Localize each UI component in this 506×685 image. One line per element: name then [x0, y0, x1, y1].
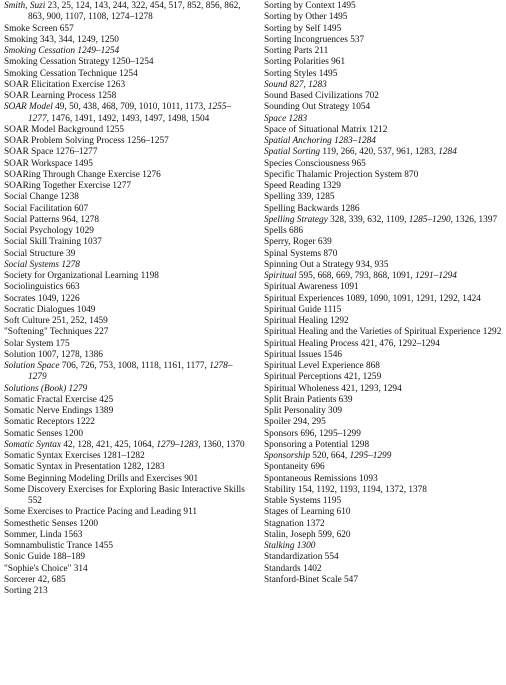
index-entry — [264, 552, 504, 563]
index-entry — [4, 305, 248, 316]
index-entry-text: Social Psychology 1029 — [4, 226, 94, 236]
index-entry-text: 49, 50, 438, 468, 709, 1010, 1011, 1173, — [52, 102, 208, 113]
index-entry — [264, 395, 504, 406]
index-entry-text: Space 1283 — [264, 113, 308, 124]
index-entry — [264, 170, 504, 181]
index-entry-text: Standards 1402 — [264, 563, 322, 574]
index-entry-text: Spatial Sorting — [264, 147, 321, 158]
index-entry — [264, 474, 504, 485]
index-entry — [264, 114, 504, 125]
index-entry — [264, 147, 504, 158]
index-entry-text: SOARing Through Change Exercise 1276 — [4, 169, 161, 180]
index-entry-text: Solution Space — [4, 361, 60, 371]
index-entry-text: SOAR Model — [4, 102, 53, 113]
index-entry-text: Soft Culture 251, 252, 1459 — [4, 316, 108, 326]
index-entry-text: Some Exercises to Practice Pacing and Leading 911 — [4, 507, 198, 518]
index-entry-text: Society for Organizational Learning 1198 — [4, 271, 159, 281]
index-entry-text: 520, 664, — [309, 451, 350, 461]
index-entry — [264, 80, 504, 91]
index-entry — [4, 226, 248, 237]
index-entry — [4, 69, 248, 80]
index-entry-text: Spiritual Level Experience 868 — [264, 361, 380, 371]
index-entry — [264, 507, 504, 518]
index-entry-text: Smoking Cessation 1249–1254 — [4, 46, 120, 56]
index-entry-text: Smoking Cessation Technique 1254 — [4, 68, 138, 79]
index-entry-text: Somatic Receptors 1222 — [4, 417, 95, 428]
index-entry-text: , 1360, 1370 — [198, 439, 245, 450]
index-entry — [4, 451, 248, 462]
index-entry-text: Social Skill Training 1037 — [4, 237, 102, 248]
index-entry-text: Sponsors 696, 1295–1299 — [264, 428, 361, 439]
index-entry-text: Somatic Nerve Endings 1389 — [4, 406, 114, 416]
index-entry-text: Spiritual Awareness 1091 — [264, 282, 359, 293]
index-entry-text: Sperry, Roger 639 — [264, 237, 332, 248]
index-entry-text: Sorting by Self 1495 — [264, 23, 342, 34]
index-entry-text: 706, 726, 753, 1008, 1118, 1161, 1177, — [59, 361, 210, 371]
index-entry-text: Stagnation 1372 — [264, 518, 325, 529]
index-entry-text: SOAR Workspace 1495 — [4, 158, 93, 169]
index-entry — [264, 237, 504, 248]
index-entry — [4, 586, 248, 597]
index-entry-text: Spells 686 — [264, 226, 303, 236]
index-entry — [264, 271, 504, 282]
index-entry-text: Sorting Polarities 961 — [264, 57, 346, 68]
index-entry-text: Sound Based Civilizations 702 — [264, 91, 379, 101]
index-entry-text: Spatial Anchoring 1283–1284 — [264, 136, 376, 146]
index-entry — [4, 35, 248, 46]
index-entry-text: Spiritual Experiences 1089, 1090, 1091, 1291, 1292, 1424 — [264, 293, 481, 304]
index-entry — [264, 440, 504, 451]
index-entry-text: Somatic Syntax — [4, 439, 62, 450]
index-entry — [4, 249, 248, 260]
index-entry — [264, 327, 504, 338]
index-entry-text: SOARing Together Exercise 1277 — [4, 181, 131, 191]
index-entry-text: Space of Situational Matrix 1212 — [264, 124, 388, 135]
index-entry — [264, 294, 504, 305]
index-entry — [4, 181, 248, 192]
index-entry — [4, 294, 248, 305]
index-entry — [264, 24, 504, 35]
index-entry — [264, 451, 504, 462]
index-entry — [264, 519, 504, 530]
index-entry-text: Sorting Styles 1495 — [264, 68, 338, 79]
index-entry — [264, 136, 504, 147]
index-entry — [4, 474, 248, 485]
index-entry-text: 1291–1294 — [415, 271, 457, 281]
index-entry — [264, 260, 504, 271]
index-entry-text: 42, 128, 421, 425, 1064, — [61, 439, 157, 450]
index-entry-text: Spiritual Healing Process 421, 476, 1292–1294 — [264, 338, 440, 349]
index-entry — [4, 24, 248, 35]
index-entry-text: Speed Reading 1329 — [264, 181, 341, 191]
index-entry-text: Some Beginning Modeling Drills and Exercises 901 — [4, 473, 199, 484]
index-entry-text: Sorting by Other 1495 — [264, 12, 348, 23]
index-entry-text: Spiritual Healing 1292 — [264, 316, 349, 326]
index-entry-text: Stalin, Joseph 599, 620 — [264, 529, 351, 540]
index-entry — [264, 125, 504, 136]
index-entry — [4, 406, 248, 417]
index-entry — [264, 46, 504, 57]
index-entry-text: SOAR Space 1276–1277 — [4, 147, 98, 158]
index-entry-text: 1279–1283 — [156, 439, 199, 450]
index-entry-text: Split Brain Patients 639 — [264, 394, 353, 405]
index-entry-text: "Softening" Techniques 227 — [4, 327, 109, 338]
index-entry-text: Smoke Screen 657 — [4, 23, 74, 34]
index-entry-text: Socrates 1049, 1226 — [4, 293, 80, 304]
index-entry — [4, 575, 248, 586]
index-entry-text: Spiritual — [264, 271, 297, 281]
index-entry-text: "Sophie's Choice" 314 — [4, 563, 88, 574]
index-entry — [264, 12, 504, 23]
index-entry — [4, 350, 248, 361]
index-entry — [4, 339, 248, 350]
index-entry — [4, 80, 248, 91]
index-entry-text: Sommer, Linda 1563 — [4, 529, 83, 540]
index-entry-text: Spiritual Healing and the Varieties of Spiritual Experience 1292 — [264, 327, 502, 338]
index-entry — [4, 271, 248, 282]
index-entry-text: SOAR Learning Process 1258 — [4, 91, 117, 101]
index-entry-text: Sorting Incongruences 537 — [264, 34, 365, 45]
index-entry — [4, 519, 248, 530]
index-entry-text: Species Consciousness 965 — [264, 158, 366, 169]
index-entry — [264, 1, 504, 12]
index-entry-text: Solar System 175 — [4, 338, 70, 349]
index-entry — [264, 282, 504, 293]
index-entry-text: Sponsorship — [264, 451, 310, 461]
index-entry — [4, 147, 248, 158]
index-entry — [264, 69, 504, 80]
index-entry — [4, 440, 248, 451]
index-entry — [4, 282, 248, 293]
index-entry-text: Sorting by Context 1495 — [264, 1, 356, 11]
index-entry-text: 119, 266, 420, 537, 961, 1283, — [320, 147, 439, 158]
index-entry-text: Spinning Out a Strategy 934, 935 — [264, 259, 389, 270]
index-entry — [4, 417, 248, 428]
index-entry — [4, 316, 248, 327]
index-entry — [4, 237, 248, 248]
index-column-left — [4, 1, 248, 597]
index-entry — [4, 429, 248, 440]
index-entry — [4, 91, 248, 102]
index-entry — [264, 417, 504, 428]
index-entry-text: , 1476, 1491, 1492, 1493, 1497, 1498, 1504 — [46, 113, 210, 124]
index-entry — [264, 339, 504, 350]
index-entry — [4, 159, 248, 170]
index-entry-text: Somatic Senses 1200 — [4, 428, 84, 439]
index-entry — [264, 159, 504, 170]
index-entry-text: Spelling Backwards 1286 — [264, 203, 360, 214]
index-entry-text: Spiritual Perceptions 421, 1259 — [264, 372, 382, 383]
index-entry-text: Social Patterns 964, 1278 — [4, 214, 100, 225]
index-entry-text: Spelling 339, 1285 — [264, 192, 335, 203]
index-entry-text: Solutions (Book) 1279 — [4, 383, 88, 394]
index-entry — [264, 429, 504, 440]
index-entry-text: SOAR Elicitation Exercise 1263 — [4, 79, 126, 90]
index-entry — [264, 102, 504, 113]
index-entry-text: Stalking 1300 — [264, 541, 316, 551]
index-entry-text: Spiritual Wholeness 421, 1293, 1294 — [264, 383, 402, 394]
index-entry — [4, 361, 248, 384]
index-entry-text: Stanford-Binet Scale 547 — [264, 574, 358, 585]
index-entry — [4, 192, 248, 203]
index-entry — [264, 249, 504, 260]
index-entry-text: Social Systems 1278 — [4, 259, 80, 270]
index-entry-text: Somatic Syntax in Presentation 1282, 1283 — [4, 462, 165, 473]
index-entry — [4, 102, 248, 125]
index-entry — [4, 260, 248, 271]
index-entry-text: Split Personality 309 — [264, 406, 342, 416]
index-entry-text: 1278–1279 — [28, 361, 233, 383]
index-entry — [264, 350, 504, 361]
index-entry — [4, 1, 248, 24]
index-entry-text: Spinal Systems 870 — [264, 248, 338, 259]
index-entry-text: 595, 668, 669, 793, 868, 1091, — [296, 271, 416, 281]
index-entry-text: Somnambulistic Trance 1455 — [4, 541, 113, 551]
index-entry — [264, 462, 504, 473]
index-entry — [4, 507, 248, 518]
index-entry-text: Social Structure 39 — [4, 248, 76, 259]
index-entry — [264, 361, 504, 372]
index-entry — [4, 125, 248, 136]
index-entry-text: SOAR Model Background 1255 — [4, 124, 125, 135]
index-entry-text: 1255–1277 — [28, 102, 232, 124]
index-entry — [264, 496, 504, 507]
index-entry-text: Sorting 213 — [4, 586, 48, 596]
index-entry — [264, 215, 504, 226]
index-entry-text: Social Change 1238 — [4, 192, 79, 203]
index-entry — [4, 395, 248, 406]
index-entry-text: 1295–1299 — [349, 451, 392, 461]
index-entry-text: Spontaneous Remissions 1093 — [264, 473, 378, 484]
index-entry-text: , 1326, 1397 — [450, 214, 498, 225]
index-entry — [264, 541, 504, 552]
index-column-right — [264, 1, 504, 586]
index-entry — [4, 384, 248, 395]
index-entry-text: Sorting Parts 211 — [264, 46, 329, 56]
index-entry-text: Sponsoring a Potential 1298 — [264, 439, 370, 450]
index-entry — [4, 485, 248, 508]
index-entry — [4, 462, 248, 473]
index-entry — [264, 530, 504, 541]
index-entry-text: Spiritual Issues 1546 — [264, 349, 342, 360]
index-entry-text: Sociolinguistics 663 — [4, 282, 80, 293]
index-entry-text: Stages of Learning 610 — [264, 507, 351, 518]
index-entry — [264, 485, 504, 496]
index-entry-text: Socratic Dialogues 1049 — [4, 304, 96, 315]
index-entry — [264, 204, 504, 215]
index-entry-text: Sorcerer 42, 685 — [4, 574, 66, 585]
index-entry-text: Specific Thalamic Projection System 870 — [264, 169, 419, 180]
index-entry-text: Sounding Out Strategy 1054 — [264, 102, 371, 113]
index-entry — [264, 181, 504, 192]
index-entry-text: Standardization 554 — [264, 552, 339, 563]
index-entry — [264, 35, 504, 46]
index-entry-text: Stability 154, 1192, 1193, 1194, 1372, 1378 — [264, 484, 427, 495]
index-entry — [4, 204, 248, 215]
index-entry-text: 23, 25, 124, 143, 244, 322, 454, 517, 852, 856, 862, 863, 900, 1107, 1108, 1274–1278 — [28, 1, 241, 23]
index-entry-text: Somesthetic Senses 1200 — [4, 518, 98, 529]
index-entry-text: SOAR Problem Solving Process 1256–1257 — [4, 136, 169, 146]
index-entry — [4, 170, 248, 181]
index-entry-text: Smoking 343, 344, 1249, 1250 — [4, 34, 119, 45]
index-entry — [4, 215, 248, 226]
index-entry — [4, 46, 248, 57]
index-entry-text: 1285–1290 — [408, 214, 451, 225]
index-entry-text: Somatic Fractal Exercise 425 — [4, 394, 114, 405]
index-entry — [264, 91, 504, 102]
index-entry — [264, 575, 504, 586]
index-entry — [4, 564, 248, 575]
index-entry — [264, 305, 504, 316]
index-entry — [4, 552, 248, 563]
index-entry — [264, 372, 504, 383]
index-entry — [264, 406, 504, 417]
index-entry-text: Spiritual Guide 1115 — [264, 304, 342, 315]
index-entry-text: 1284 — [438, 147, 457, 158]
index-entry-text: 328, 339, 632, 1109, — [327, 214, 409, 225]
index-entry-text: Social Facilitation 607 — [4, 203, 89, 214]
index-entry-text: Solution 1007, 1278, 1386 — [4, 349, 103, 360]
index-entry-text: Sonic Guide 188–189 — [4, 552, 86, 563]
index-entry-text: Somatic Syntax Exercises 1281–1282 — [4, 451, 145, 461]
index-entry — [264, 226, 504, 237]
index-entry — [4, 136, 248, 147]
index-entry — [264, 564, 504, 575]
index-entry-text: Spontaneity 696 — [264, 462, 325, 473]
index-entry — [264, 57, 504, 68]
index-entry — [264, 192, 504, 203]
index-entry-text: Sound 827, 1283 — [264, 79, 327, 90]
index-entry-text: Stable Systems 1195 — [264, 496, 342, 506]
index-entry-text: Spoiler 294, 295 — [264, 417, 326, 428]
index-entry — [4, 541, 248, 552]
index-entry — [4, 327, 248, 338]
index-entry — [264, 316, 504, 327]
index-entry — [4, 57, 248, 68]
index-entry-text: Smoking Cessation Strategy 1250–1254 — [4, 57, 154, 68]
index-entry-text: Some Discovery Exercises for Exploring Basic Interactive Skills 552 — [4, 484, 245, 506]
index-entry — [4, 530, 248, 541]
index-entry — [264, 384, 504, 395]
index-entry-text: Spelling Strategy — [264, 214, 328, 225]
index-entry-text: Smith, Suzi — [4, 1, 46, 11]
